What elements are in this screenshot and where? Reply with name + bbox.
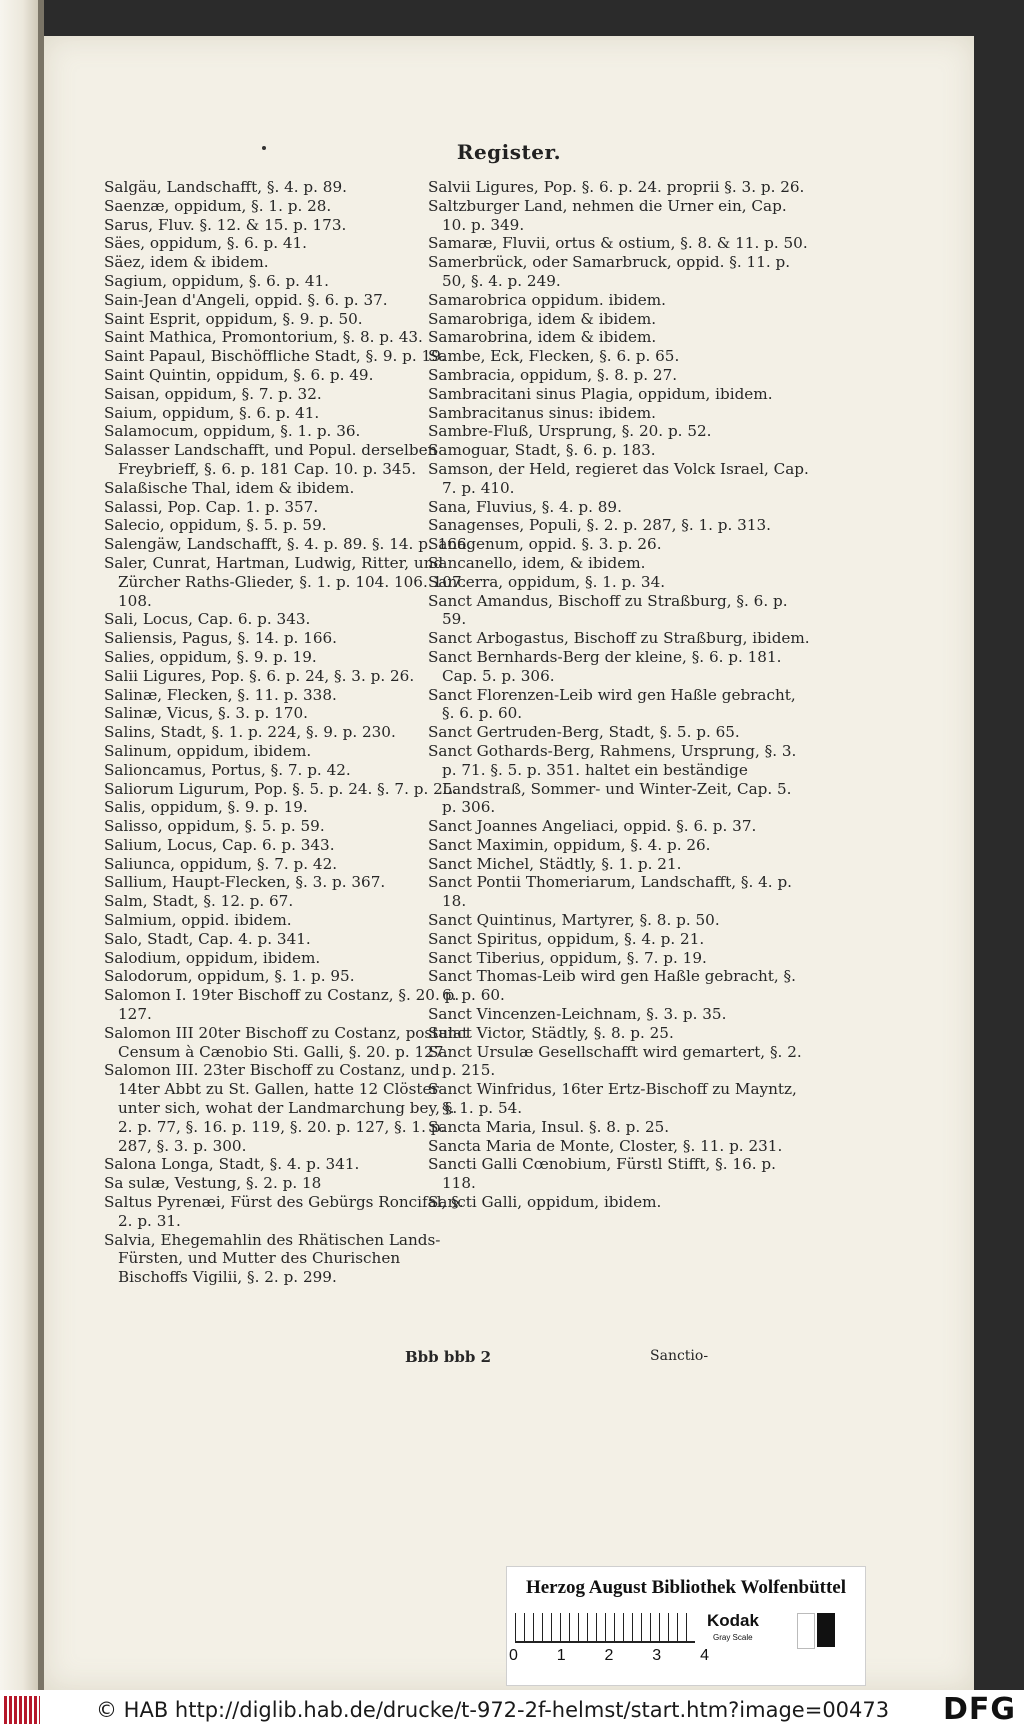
index-entry: Sain-Jean d'Angeli, oppid. §. 6. p. 37. <box>104 290 388 309</box>
index-entry: Saisan, oppidum, §. 7. p. 32. <box>104 384 322 403</box>
index-entry: Saint Papaul, Bischöffliche Stadt, §. 9. p. 19. <box>104 347 446 366</box>
index-entry: Sagium, oppidum, §. 6. p. 41. <box>104 271 329 290</box>
index-entry: Saenzæ, oppidum, §. 1. p. 28. <box>104 196 332 215</box>
index-entry: Salis, oppidum, §. 9. p. 19. <box>104 798 308 817</box>
index-entry: Sallium, Haupt-Flecken, §. 3. p. 367. <box>104 873 386 892</box>
index-entry: Salioncamus, Portus, §. 7. p. 42. <box>104 760 351 779</box>
index-entry: Salomon III 20ter Bischoff zu Costanz, postulat Censum à Cænobio Sti. Galli, §. 20. p. 127. <box>104 1023 469 1061</box>
index-entry: Salomon I. 19ter Bischoff zu Costanz, §. 20. p. 127. <box>104 986 460 1024</box>
index-entry: Samarobrica oppidum. ibidem. <box>428 290 666 309</box>
index-entry: Sana, Fluvius, §. 4. p. 89. <box>428 497 622 516</box>
index-entry: Salii Ligures, Pop. §. 6. p. 24, §. 3. p. 26. <box>104 666 415 685</box>
scanned-page <box>44 36 974 1690</box>
index-entry: Säez, idem & ibidem. <box>104 253 269 272</box>
index-entry: Sanagenses, Populi, §. 2. p. 287, §. 1. p. 313. <box>428 516 771 535</box>
index-entry: Sancanello, idem, & ibidem. <box>428 553 646 572</box>
index-entry: Saltzburger Land, nehmen die Urner ein, Cap. 10. p. 349. <box>428 196 787 234</box>
white-swatch <box>797 1613 815 1649</box>
index-entry: Saliensis, Pagus, §. 14. p. 166. <box>104 629 338 648</box>
index-entry: Sanct Florenzen-Leib wird gen Haßle gebracht, §. 6. p. 60. <box>428 685 796 723</box>
source-url[interactable]: © HAB http://diglib.hab.de/drucke/t-972-2f-helmst/start.htm?image=00473 <box>96 1698 890 1722</box>
index-entry: Salo, Stadt, Cap. 4. p. 341. <box>104 929 311 948</box>
index-entry: Salasser Landschafft, und Popul. derselben Freybrieff, §. 6. p. 181 Cap. 10. p. 345. <box>104 441 438 478</box>
library-name: Herzog August Bibliothek Wolfenbüttel <box>525 1577 847 1598</box>
index-entry: Sanct Thomas-Leib wird gen Haßle gebracht, §. 6. p. 60. <box>428 967 796 1005</box>
index-entry: Salies, oppidum, §. 9. p. 19. <box>104 647 317 666</box>
index-entry: Sali, Locus, Cap. 6. p. 343. <box>104 610 311 629</box>
kodak-logo: Kodak <box>707 1611 759 1630</box>
gray-scale-label: Gray Scale <box>713 1633 753 1642</box>
index-entry: Säes, oppidum, §. 6. p. 41. <box>104 234 307 253</box>
footer-bar <box>0 1690 1024 1730</box>
index-entry: Sanct Gothards-Berg, Rahmens, Ursprung, §. 3. p. 71. §. 5. p. 351. haltet ein beständige Landstraß, Sommer- und Winter-Zeit, Cap. 5. p. 306. <box>428 741 797 817</box>
ruler-scale <box>515 1613 695 1643</box>
right-column <box>428 178 810 1212</box>
index-entry: Sanagenum, oppid. §. 3. p. 26. <box>428 535 662 554</box>
index-entry: Salinum, oppidum, ibidem. <box>104 741 312 760</box>
index-entry: Sanct Ursulæ Gesellschafft wird gemartert, §. 2. p. 215. <box>428 1042 802 1080</box>
index-entry: Salecio, oppidum, §. 5. p. 59. <box>104 516 327 535</box>
index-entry: Sanct Quintinus, Martyrer, §. 8. p. 50. <box>428 911 720 930</box>
ruler-number: 2 <box>604 1647 614 1664</box>
index-entry: Sarus, Fluv. §. 12. & 15. p. 173. <box>104 215 347 234</box>
index-entry: Sanct Victor, Städtly, §. 8. p. 25. <box>428 1023 674 1042</box>
index-entry: Salmium, oppid. ibidem. <box>104 911 292 930</box>
index-entry: Salinæ, Flecken, §. 11. p. 338. <box>104 685 337 704</box>
index-entry: Sanct Winfridus, 16ter Ertz-Bischoff zu Mayntz, §. 1. p. 54. <box>428 1080 797 1118</box>
index-entry: Salisso, oppidum, §. 5. p. 59. <box>104 817 325 836</box>
index-entry: Sanct Vincenzen-Leichnam, §. 3. p. 35. <box>428 1005 727 1024</box>
index-entry: Saliunca, oppidum, §. 7. p. 42. <box>104 854 338 873</box>
index-entry: Saltus Pyrenæi, Fürst des Gebürgs Roncifal, §. 2. p. 31. <box>104 1193 464 1230</box>
index-entry: Saium, oppidum, §. 6. p. 41. <box>104 403 320 422</box>
index-entry: Salaßische Thal, idem & ibidem. <box>104 478 355 497</box>
index-entry: Salamocum, oppidum, §. 1. p. 36. <box>104 422 361 441</box>
index-entry: Sancta Maria, Insul. §. 8. p. 25. <box>428 1117 670 1136</box>
index-entry: Saliorum Ligurum, Pop. §. 5. p. 24. §. 7. p. 25. <box>104 779 458 798</box>
index-entry: Sambracia, oppidum, §. 8. p. 27. <box>428 365 678 384</box>
index-entry: Salins, Stadt, §. 1. p. 224, §. 9. p. 230. <box>104 723 396 742</box>
index-entry: Salona Longa, Stadt, §. 4. p. 341. <box>104 1155 360 1174</box>
index-entry: Salm, Stadt, §. 12. p. 67. <box>104 892 294 911</box>
catchword: Sanctio- <box>650 1348 709 1364</box>
index-entry: Sanct Michel, Städtly, §. 1. p. 21. <box>428 854 682 873</box>
index-entry: Sancerra, oppidum, §. 1. p. 34. <box>428 572 666 591</box>
signature-mark: Bbb bbb 2 <box>405 1348 492 1366</box>
index-entry: Saint Quintin, oppidum, §. 6. p. 49. <box>104 365 374 384</box>
hab-logo-icon <box>4 1696 40 1724</box>
left-column <box>104 178 474 1287</box>
index-entry: Samerbrück, oder Samarbruck, oppid. §. 11. p. 50, §. 4. p. 249. <box>428 253 791 290</box>
index-entry: Salodorum, oppidum, §. 1. p. 95. <box>104 967 355 986</box>
index-entry: Salinæ, Vicus, §. 3. p. 170. <box>104 704 308 723</box>
black-swatch <box>817 1613 835 1647</box>
previous-page-edge <box>0 0 38 1690</box>
index-entry: Sambracitani sinus Plagia, oppidum, ibidem. <box>428 384 773 403</box>
color-scale-card <box>506 1566 866 1686</box>
index-entry: Salium, Locus, Cap. 6. p. 343. <box>104 835 335 854</box>
index-entry: Sambe, Eck, Flecken, §. 6. p. 65. <box>428 347 680 366</box>
index-entry: Salengäw, Landschafft, §. 4. p. 89. §. 14. p. 166. <box>104 535 472 554</box>
index-entry: Sanct Maximin, oppidum, §. 4. p. 26. <box>428 835 711 854</box>
index-entry: Samson, der Held, regieret das Volck Israel, Cap. 7. p. 410. <box>428 459 809 497</box>
index-entry: Sancta Maria de Monte, Closter, §. 11. p. 231. <box>428 1136 783 1155</box>
index-entry: Sanct Gertruden-Berg, Stadt, §. 5. p. 65. <box>428 723 740 742</box>
index-entry: Sanct Spiritus, oppidum, §. 4. p. 21. <box>428 929 705 948</box>
index-entry: Salassi, Pop. Cap. 1. p. 357. <box>104 497 319 516</box>
index-entry: Samoguar, Stadt, §. 6. p. 183. <box>428 441 656 460</box>
index-entry: Samarobrina, idem & ibidem. <box>428 328 657 347</box>
index-entry: Sambre-Fluß, Ursprung, §. 20. p. 52. <box>428 422 712 441</box>
index-entry: Sanct Bernhards-Berg der kleine, §. 6. p. 181. Cap. 5. p. 306. <box>428 647 782 685</box>
ruler-number: 4 <box>700 1647 709 1664</box>
index-entry: Sanct Joannes Angeliaci, oppid. §. 6. p. 37. <box>428 817 757 836</box>
page-header: Register. <box>456 140 562 164</box>
index-entry: Sanct Tiberius, oppidum, §. 7. p. 19. <box>428 948 707 967</box>
index-entry: Saint Esprit, oppidum, §. 9. p. 50. <box>104 309 363 328</box>
ruler-number: 0 <box>509 1647 518 1664</box>
index-entry: Salodium, oppidum, ibidem. <box>104 948 321 967</box>
index-entry: Sanct Pontii Thomeriarum, Landschafft, §. 4. p. 18. <box>428 873 793 911</box>
index-entry: Sa sulæ, Vestung, §. 2. p. 18 <box>104 1174 322 1193</box>
index-entry: Salvii Ligures, Pop. §. 6. p. 24. proprii §. 3. p. 26. <box>428 178 805 196</box>
index-entry: Sancti Galli Cœnobium, Fürstl Stifft, §. 16. p. 118. <box>428 1155 776 1193</box>
index-entry: Sancti Galli, oppidum, ibidem. <box>428 1193 662 1212</box>
index-entry: Samaræ, Fluvii, ortus & ostium, §. 8. & 11. p. 50. <box>428 234 808 253</box>
index-entry: Sambracitanus sinus: ibidem. <box>428 403 656 422</box>
index-entry: Saler, Cunrat, Hartman, Ludwig, Ritter, und Zürcher Raths-Glieder, §. 1. p. 104. 106. 107. 108. <box>104 553 467 610</box>
index-entry: Salvia, Ehegemahlin des Rhätischen Lands-Fürsten, und Mutter des Churischen Bischoffs Vigilii, §. 2. p. 299. <box>104 1230 441 1287</box>
dfg-logo: DFG <box>942 1692 1016 1727</box>
index-entry: Samarobriga, idem & ibidem. <box>428 309 657 328</box>
index-entry: Sanct Amandus, Bischoff zu Straßburg, §. 6. p. 59. <box>428 591 788 629</box>
ruler-number: 3 <box>652 1647 662 1664</box>
ruler-numbers <box>509 1647 709 1665</box>
index-entry: Saint Mathica, Promontorium, §. 8. p. 43. <box>104 328 423 347</box>
index-entry: Salgäu, Landschafft, §. 4. p. 89. <box>104 178 347 196</box>
index-entry: Sanct Arbogastus, Bischoff zu Straßburg, ibidem. <box>428 629 810 648</box>
ruler-number: 1 <box>556 1647 566 1664</box>
index-entry: Salomon III. 23ter Bischoff zu Costanz, und 14ter Abbt zu St. Gallen, hatte 12 Clöster unter sich, wohat der Landmarchung bey, §. 2. p. 77, §. 16. p. 119, §. 20. p. 127, §. 1. p. 287, §. 3. p. 300. <box>104 1061 458 1155</box>
